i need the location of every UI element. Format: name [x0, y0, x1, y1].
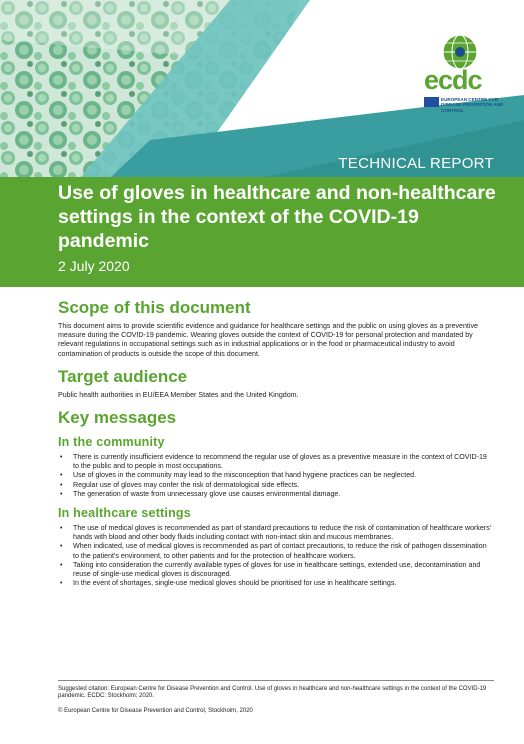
audience-heading: Target audience	[58, 366, 188, 386]
list-item: • Regular use of gloves may confer the risk of dermatological side effects.	[73, 481, 494, 490]
list-item: • When indicated, use of medical gloves is recommended as part of contact precautions, to reduce the risk of pathogen dissemination to the patient's environment, to other patients and for the protection of healthcare workers.	[73, 542, 494, 560]
community-list	[58, 453, 494, 499]
report-type-label: TECHNICAL REPORT	[338, 155, 494, 172]
footer-divider	[58, 680, 494, 681]
audience-text: Public health authorities in EU/EEA Member States and the United Kingdom.	[58, 390, 299, 399]
list-item: • The generation of waste from unnecessary glove use causes environmental damage.	[73, 490, 494, 499]
list-item: • Use of gloves in the community may lead to the misconception that hand hygiene practices can be neglected.	[73, 471, 494, 480]
publication-date: 2 July 2020	[58, 258, 130, 274]
scope-text: This document aims to provide scientific evidence and guidance for healthcare settings and the public on using gloves as a preventive measure during the COVID-19 pandemic. Wearing gloves outside the context of COVID-19 for personal protection and mandated by relevant regulations in occupational settings such as in industrial applications or in the food or pharmaceutical industry to avoid contamination of products is outside the scope of this document.	[58, 322, 478, 358]
list-item: • There is currently insufficient evidence to recommend the regular use of gloves as a preventive measure in the context of COVID-19 to the public and to people in most occupations.	[73, 453, 494, 471]
healthcare-list	[58, 524, 494, 588]
list-item: • The use of medical gloves is recommended as part of standard precautions to reduce the risk of contamination of healthcare workers' hands with blood and other body fluids including contact with non-intact skin and mucous membranes.	[73, 524, 494, 542]
list-item: • Taking into consideration the currently available types of gloves for use in healthcare settings, extended use, decontamination and reuse of single-use medical gloves is discouraged.	[73, 561, 494, 579]
healthcare-heading: In healthcare settings	[58, 506, 191, 521]
scope-heading: Scope of this document	[58, 298, 251, 317]
list-item: • In the event of shortages, single-use medical gloves should be prioritised for use in healthcare settings.	[73, 579, 494, 588]
logo-wordmark: ecdc	[424, 65, 482, 95]
eu-flag-icon	[424, 97, 439, 107]
key-messages-heading: Key messages	[58, 408, 177, 428]
globe-icon	[410, 30, 510, 70]
copyright-notice: © European Centre for Disease Prevention and Control, Stockholm, 2020	[58, 708, 253, 714]
suggested-citation: Suggested citation: European Centre for Disease Prevention and Control. Use of gloves in healthcare and non-healthcare settings in the context of the COVID-19 pandemic. ECDC: Stockholm; 2020.	[58, 686, 487, 700]
document-title: Use of gloves in healthcare and non-healthcare settings in the context of the COVID-19 pandemic	[58, 182, 496, 252]
community-heading: In the community	[58, 435, 165, 450]
logo-subtitle: EUROPEAN CENTRE FOR DISEASE PREVENTION AND CONTROL	[441, 97, 504, 113]
document-body	[58, 298, 494, 588]
